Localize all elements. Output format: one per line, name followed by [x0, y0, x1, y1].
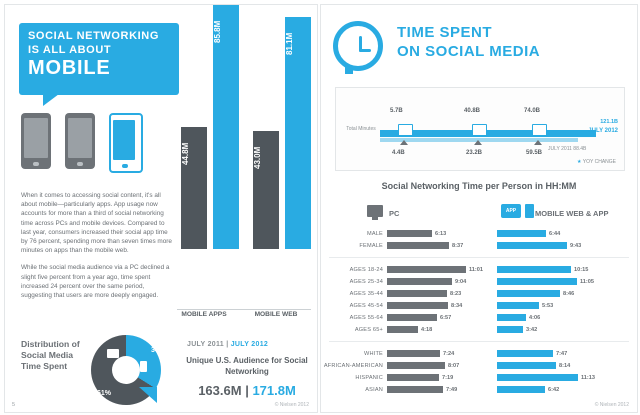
row-value-mobile-45-54: 5:53 [542, 303, 554, 309]
row-bar-pc-female [387, 242, 449, 249]
row-value-pc-hispanic: 7:19 [442, 375, 454, 381]
donut-pointer [139, 387, 157, 403]
body-paragraph-2: While the social media audience via a PC declined a slight five percent from a year ago, time spent increased 24 percent over the same period, suggesting that users are more deeply engaged. [21, 264, 170, 300]
row-label-ages-45-54: AGES 45-54 [349, 303, 383, 309]
bar-category-mobile-web: MOBILE WEB [254, 311, 298, 318]
row-label-asian: ASIAN [365, 387, 383, 393]
row-value-mobile-female: 9:43 [570, 243, 582, 249]
phone-icon-2 [65, 113, 95, 169]
page-number: 5 [12, 402, 16, 408]
row-value-mobile-male: 6:44 [549, 231, 561, 237]
row-value-pc-asian: 7:49 [446, 387, 458, 393]
row-value-mobile-35-44: 8:46 [563, 291, 575, 297]
row-bar-pc-hispanic [387, 374, 439, 381]
row-value-mobile-55-64: 4:06 [529, 315, 541, 321]
row-value-pc-white: 7:24 [443, 351, 455, 357]
timeline-marker-1 [400, 140, 408, 145]
donut-title: Distribution of Social Media Time Spent [21, 339, 80, 371]
row-label-male: MALE [366, 231, 383, 237]
row-bar-pc-african-american [387, 362, 445, 369]
row-bar-pc-55-64 [387, 314, 437, 321]
row-label-hispanic: HISPANIC [355, 375, 383, 381]
row-bar-mobile-35-44 [497, 290, 560, 297]
row-value-pc-25-34: 9:04 [455, 279, 467, 285]
row-label-ages-35-44: AGES 35-44 [349, 291, 383, 297]
row-label-ages-55-64: AGES 55-64 [349, 315, 383, 321]
unique-audience-title: Unique U.S. Audience for Social Networking [186, 356, 308, 376]
left-panel [4, 4, 318, 413]
donut-mobile-value: 34% [150, 347, 165, 354]
star-icon: ★ [576, 159, 582, 165]
bar-chart-axis [177, 309, 311, 310]
mobile-icon [140, 361, 147, 372]
timeline-bottom-value-2: 23.2B [466, 150, 483, 156]
row-value-pc-male: 6:13 [435, 231, 447, 237]
timeline-node-3 [532, 124, 547, 136]
unique-prev-value: 163.6M [198, 383, 242, 398]
headline-line-2: IS ALL ABOUT [28, 44, 112, 56]
phone-screen [68, 118, 92, 158]
row-bar-mobile-45-54 [497, 302, 539, 309]
bar-value-label: 43.0M [253, 146, 262, 170]
bar-fill [213, 5, 239, 249]
row-label-female: FEMALE [359, 243, 383, 249]
timeline-top-value-3: 74.0B [524, 108, 541, 114]
phone-icon-group [21, 113, 171, 175]
right-panel-title [397, 23, 540, 61]
unique-audience-values [183, 383, 311, 398]
july-2011-total: 88.4B [573, 146, 587, 152]
row-bar-mobile-white [497, 350, 553, 357]
group-divider-1 [329, 257, 629, 258]
row-bar-pc-45-54 [387, 302, 448, 309]
bar-fill [181, 127, 207, 249]
donut-chart [91, 335, 175, 411]
right-title-line-2: ON SOCIAL MEDIA [397, 43, 541, 60]
legend-current: JULY 2012 [230, 341, 269, 348]
donut-pc-value: 61% [97, 390, 112, 397]
row-value-pc-african-american: 8:07 [448, 363, 460, 369]
row-bar-mobile-55-64 [497, 314, 526, 321]
group-divider-2 [329, 341, 629, 342]
phone-icon-3-highlighted [109, 113, 143, 173]
clock-icon [333, 21, 383, 71]
row-value-pc-65-plus: 4:18 [421, 327, 433, 333]
row-value-mobile-hispanic: 11:13 [581, 375, 595, 381]
row-value-pc-45-54: 8:34 [451, 303, 463, 309]
audience-bar-chart [177, 19, 311, 309]
phone-screen [113, 120, 135, 160]
row-value-pc-female: 8:37 [452, 243, 464, 249]
row-bar-pc-65-plus [387, 326, 418, 333]
phone-button [77, 162, 83, 166]
legend-prev: JULY 2011 [187, 341, 224, 348]
row-value-mobile-asian: 6:42 [548, 387, 560, 393]
bar-value-label: 44.8M [181, 142, 190, 166]
row-value-pc-35-44: 8:23 [450, 291, 462, 297]
timeline-node-1 [398, 124, 413, 136]
july-2011-text: JULY 2011 [548, 146, 572, 152]
row-bar-pc-male [387, 230, 432, 237]
body-copy [21, 191, 173, 308]
legend-separator: | [226, 341, 231, 348]
phone-screen [24, 118, 48, 158]
timeline-july-2012-total: 121.1B [600, 119, 618, 125]
row-label-ages-18-24: AGES 18-24 [349, 267, 383, 273]
row-bar-mobile-female [497, 242, 567, 249]
timeline-marker-3 [534, 140, 542, 145]
timeline-top-value-2: 40.8B [464, 108, 481, 114]
headline-line-3: MOBILE [28, 57, 111, 79]
headline-callout [19, 23, 179, 95]
yoy-text: YOY CHANGE [582, 159, 616, 165]
row-value-pc-55-64: 6:57 [440, 315, 452, 321]
timeline-marker-2 [474, 140, 482, 145]
row-bar-mobile-65-plus [497, 326, 523, 333]
row-label-ages-65-plus: AGES 65+ [354, 327, 383, 333]
right-title-line-1: TIME SPENT [397, 24, 493, 41]
bar-category-mobile-apps: MOBILE APPS [181, 311, 227, 318]
bar-value-label: 85.8M [213, 20, 222, 44]
row-label-white: WHITE [363, 351, 383, 357]
row-value-mobile-25-34: 11:05 [580, 279, 594, 285]
row-bar-mobile-25-34 [497, 278, 577, 285]
row-label-ages-25-34: AGES 25-34 [349, 279, 383, 285]
yoy-change-note [577, 159, 616, 165]
bar-fill [253, 131, 279, 249]
app-badge-icon: APP [501, 204, 521, 218]
right-panel [320, 4, 638, 413]
bar-chart-legend [187, 341, 268, 348]
row-value-mobile-african-american: 8:14 [559, 363, 571, 369]
phone-button [122, 164, 128, 168]
unique-value-separator: | [245, 383, 253, 398]
total-minutes-label: Total Minutes [346, 126, 376, 132]
row-bar-pc-35-44 [387, 290, 447, 297]
timeline-july-2012-label: JULY 2012 [588, 128, 618, 134]
row-bar-pc-18-24 [387, 266, 466, 273]
row-bar-pc-25-34 [387, 278, 452, 285]
column-header-mobile: MOBILE WEB & APP [535, 209, 609, 218]
row-value-mobile-18-24: 10:15 [574, 267, 589, 273]
column-header-pc: PC [389, 209, 400, 218]
headline-line-1: SOCIAL NETWORKING [28, 30, 159, 42]
row-value-pc-18-24: 11:01 [469, 267, 483, 273]
body-paragraph-1: When it comes to accessing social content, it's all about mobile—particularly apps. App usage now accounts for more than a third of social networking time across PCs and mobile devices. Compared to last year, consumers increased their social app time by 76 percent, spending more than seven times more minutes on apps than the mobile web. [21, 192, 172, 255]
row-label-african-american: AFRICAN-AMERICAN [323, 363, 383, 369]
row-bar-pc-white [387, 350, 440, 357]
row-bar-mobile-18-24 [497, 266, 571, 273]
row-bar-mobile-african-american [497, 362, 556, 369]
row-bar-mobile-male [497, 230, 546, 237]
time-per-person-title: Social Networking Time per Person in HH:MM [381, 181, 577, 191]
row-bar-pc-asian [387, 386, 443, 393]
phone-icon-1 [21, 113, 51, 169]
clock-base-icon [345, 67, 353, 74]
bar-fill [285, 17, 311, 249]
row-bar-mobile-asian [497, 386, 545, 393]
pc-icon [367, 205, 383, 217]
timeline-node-2 [472, 124, 487, 136]
timeline-bottom-value-3: 59.5B [526, 150, 543, 156]
timeline-july-2011-label [548, 146, 586, 152]
row-value-mobile-white: 7:47 [556, 351, 568, 357]
unique-current-value: 171.8M [252, 383, 296, 398]
row-value-mobile-65-plus: 3:42 [526, 327, 538, 333]
phone-button [33, 162, 39, 166]
right-credit: © Nielsen 2012 [594, 402, 629, 408]
left-credit: © Nielsen 2012 [274, 402, 309, 408]
pc-icon [107, 349, 119, 358]
timeline-top-value-1: 5.7B [390, 108, 403, 114]
donut-hole [112, 356, 140, 384]
bar-value-label: 81.1M [285, 32, 294, 56]
timeline-bottom-value-1: 4.4B [392, 150, 405, 156]
total-minutes-timeline [335, 87, 625, 171]
row-bar-mobile-hispanic [497, 374, 578, 381]
mobile-phone-icon [525, 204, 534, 218]
